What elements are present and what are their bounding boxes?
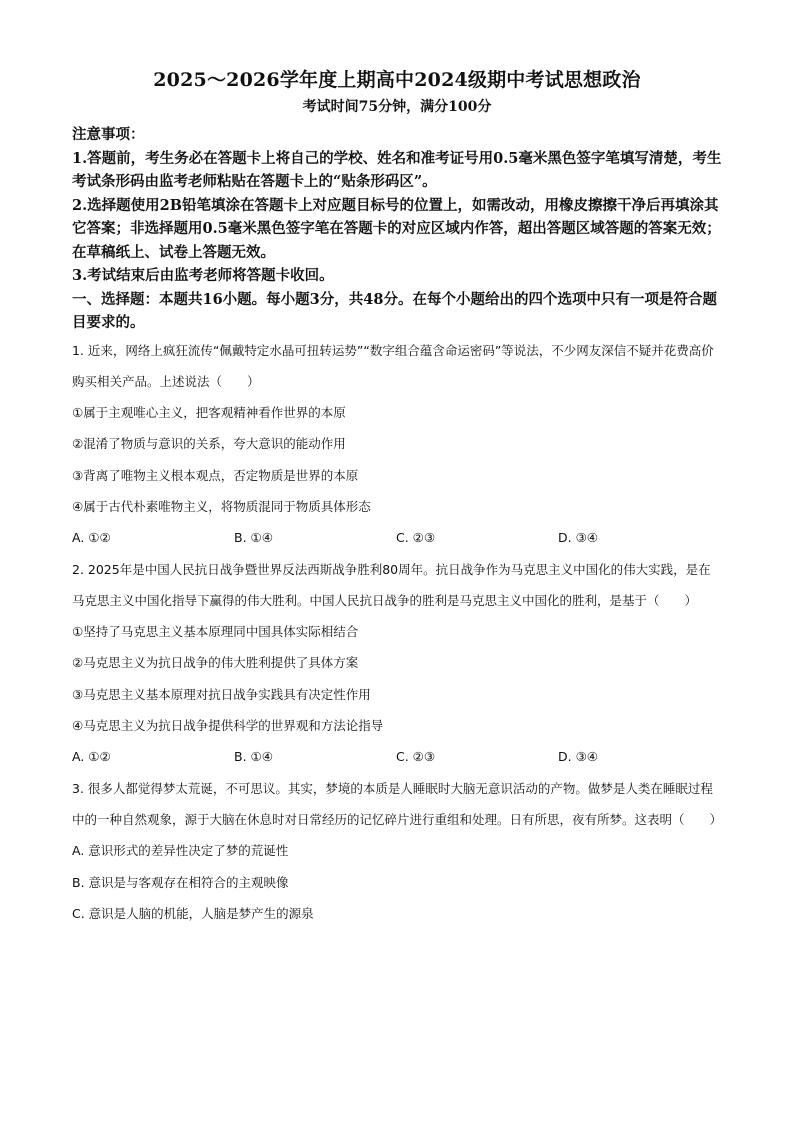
- option-a: A. 意识形式的差异性决定了梦的荒诞性: [72, 843, 289, 859]
- question-statement: ①属于主观唯心主义，把客观精神看作世界的本原: [72, 405, 346, 421]
- option-b: B. ①④: [234, 530, 273, 546]
- option-a: A. ①②: [72, 749, 111, 765]
- option-b: B. ①④: [234, 749, 273, 765]
- question-statement: ④属于古代朴素唯物主义，将物质混同于物质具体形态: [72, 498, 371, 514]
- exam-title: 2025～2026学年度上期高中2024级期中考试思想政治: [153, 69, 641, 91]
- note-item: 1.答题前，考生务必在答题卡上将自己的学校、姓名和准考证号用0.5毫米黑色签字笔填写清楚，考生考试条形码由监考老师粘贴在答题卡上的“贴条形码区”。: [72, 149, 722, 190]
- question-statement: ②混淆了物质与意识的关系，夸大意识的能动作用: [72, 436, 346, 452]
- question-stem: 3. 很多人都觉得梦太荒诞，不可思议。其实，梦境的本质是人睡眠时大脑无意识活动的产物。做梦是人类在睡眠过程中的一种自然观象，源于大脑在休息时对日常经历的记忆碎片进行重组和处理。日有所思，夜有所梦。这表明（ ）: [72, 780, 723, 827]
- note-item: 3.考试结束后由监考老师将答题卡收回。: [72, 267, 334, 284]
- question-stem: 1. 近来，网络上疯狂流传“佩戴特定水晶可扭转运势”“数字组合蕴含命运密码”等说法，不少网友深信不疑并花费高价购买相关产品。上述说法（ ）: [72, 342, 714, 389]
- question-statement: ①坚持了马克思主义基本原理同中国具体实际相结合: [72, 624, 359, 640]
- exam-subtitle: 考试时间75分钟，满分100分: [302, 99, 492, 115]
- answer-options: [72, 741, 722, 772]
- question-statement: ③马克思主义基本原理对抗日战争实践具有决定性作用: [72, 686, 371, 702]
- option-b: B. 意识是与客观存在相符合的主观映像: [72, 874, 289, 890]
- question-statement: ②马克思主义为抗日战争的伟大胜利提供了具体方案: [72, 655, 359, 671]
- exam-page: [72, 66, 722, 929]
- section-heading: 一、选择题：本题共16小题。每小题3分，共48分。在每个小题给出的四个选项中只有一项是符合题目要求的。: [72, 290, 717, 331]
- option-d: D. ③④: [558, 530, 598, 546]
- question-statement: ④马克思主义为抗日战争提供科学的世界观和方法论指导: [72, 718, 384, 734]
- question-stem: 2. 2025年是中国人民抗日战争暨世界反法西斯战争胜利80周年。抗日战争作为马克思主义中国化的伟大实践，是在马克思主义中国化指导下赢得的伟大胜利。中国人民抗日战争的胜利是马克思主义中国化的胜利，是基于（ ）: [72, 561, 711, 608]
- option-d: D. ③④: [558, 749, 598, 765]
- notes-heading: 注意事项：: [72, 126, 145, 143]
- option-a: A. ①②: [72, 530, 111, 546]
- note-item: 2.选择题使用2B铅笔填涂在答题卡上对应题目标号的位置上，如需改动，用橡皮擦擦干净后再填涂其它答案；非选择题用0.5毫米黑色签字笔在答题卡的对应区域内作答，超出答题区域答题的答案无效；在草稿纸上、试卷上答题无效。: [72, 196, 721, 261]
- question-statement: ③背离了唯物主义根本观点，否定物质是世界的本原: [72, 467, 359, 483]
- option-c: C. 意识是人脑的机能，人脑是梦产生的源泉: [72, 905, 314, 921]
- option-c: C. ②③: [396, 749, 436, 765]
- answer-options: [72, 522, 722, 553]
- option-c: C. ②③: [396, 530, 436, 546]
